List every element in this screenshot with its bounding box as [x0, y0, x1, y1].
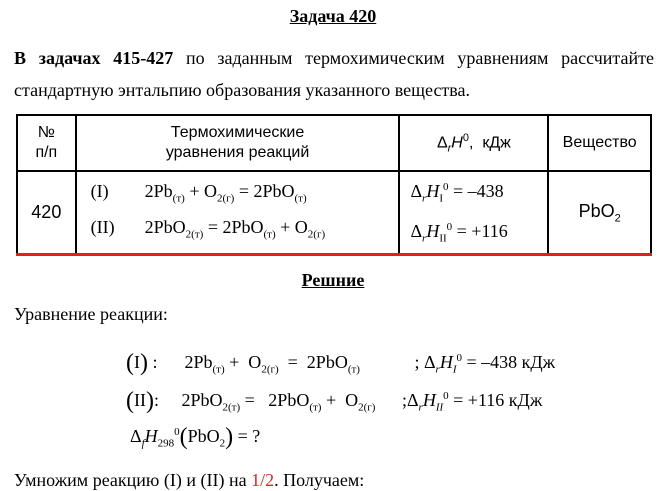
header-number: № п/п: [17, 115, 76, 171]
problem-text: по заданным термохимическим уравнениям рассчитайте стандартную энтальпию образования указанного вещества.: [14, 48, 654, 100]
table-header-row: [17, 115, 651, 171]
next-step-text: Умножим реакцию (I) и (II) на 1/2. Получаем:: [14, 470, 365, 490]
page-title: Задача 420: [289, 6, 377, 26]
enthalpy-1: $\Delta_rH_I^0 = -438$: [410, 181, 504, 205]
solution-equation-1: (I) : $2Pb_{(т)} + O_{2(г)} = 2PbO_{(т)}$ ; $\Delta_rH_I^0 = -438$ кДж: [126, 350, 556, 376]
solution-intro: Уравнение реакции:: [14, 304, 168, 324]
task-number: 420: [17, 171, 76, 255]
header-equations: Термохимические уравнения реакций: [76, 115, 400, 171]
task-table: [16, 114, 652, 256]
solution-question: $\Delta_fH_{298}^0(PbO_2)$ = ?: [130, 424, 261, 450]
reaction-equations: [76, 171, 400, 255]
enthalpy-values: [399, 171, 548, 255]
enthalpy-2: $\Delta_rH_{II}^0 = +116$: [410, 220, 508, 245]
header-substance: Вещество: [548, 115, 651, 171]
solution-title: Решние: [301, 270, 365, 290]
reaction-1: (I) $2Pb_{(т)} + O_{2(г)} = 2PbO_{(т)}$: [90, 181, 307, 205]
problem-range: В задачах 415-427: [14, 48, 174, 68]
reaction-2: (II) $2PbO_{2(т)} = 2PbO_{(т)} + O_{2(г)}$: [90, 216, 326, 241]
header-enthalpy: $\Delta_rH^0$, кДж: [399, 115, 548, 171]
solution-equation-2: (II): $2PbO_{2(т)} = 2PbO_{(т)} + O_{2(г)}$ $;\Delta_rH_{II}^0 = +116$ кДж: [126, 388, 543, 414]
substance-cell: PbO$_2$: [548, 171, 651, 255]
table-row: [17, 171, 651, 255]
problem-statement: [14, 42, 654, 106]
factor-value: 1/2: [251, 470, 275, 490]
